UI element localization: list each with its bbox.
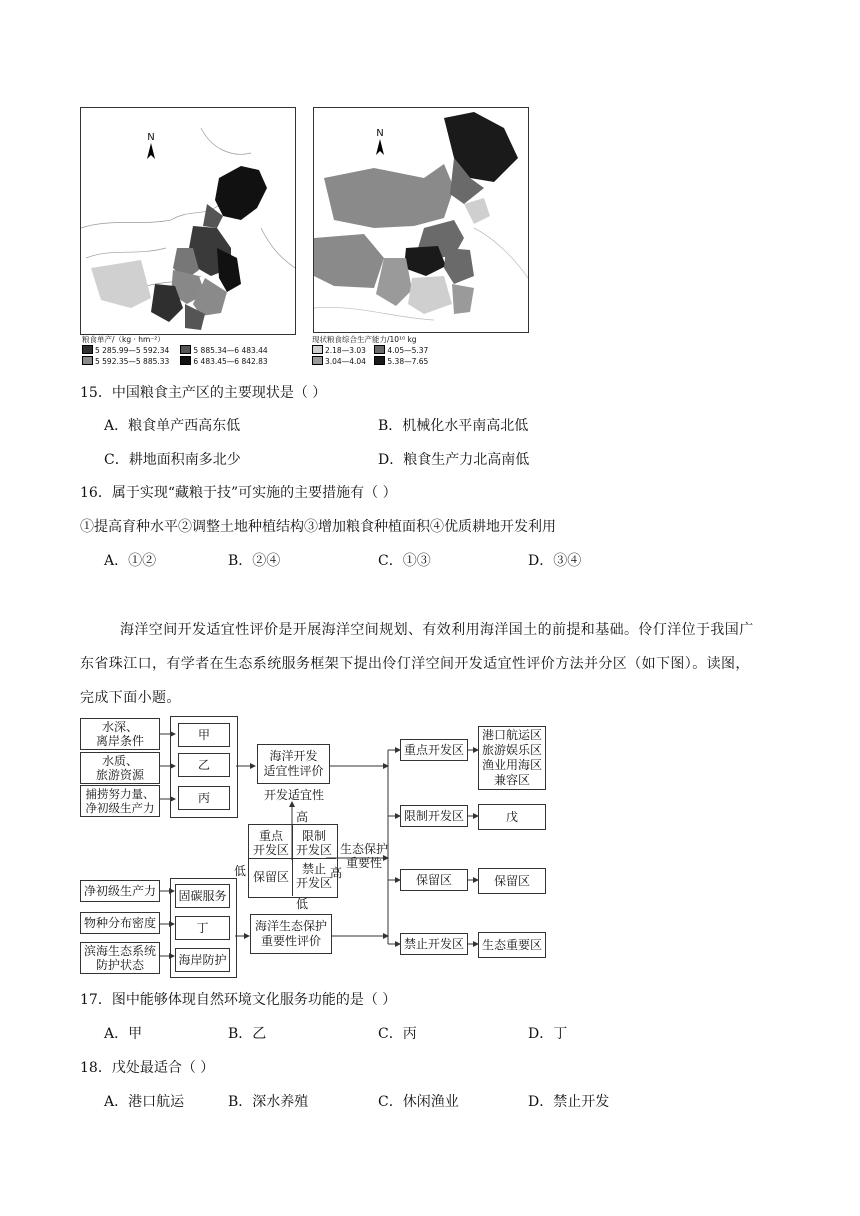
left-map-graphic — [81, 108, 295, 334]
right-legend-item: 5.38—7.65 — [374, 357, 428, 366]
result-reserve: 保留区 — [478, 868, 546, 894]
q15-option-c[interactable]: C．耕地面积南多北少 — [104, 452, 241, 468]
result-eco-important: 生态重要区 — [478, 932, 546, 958]
box-bing: 丙 — [178, 786, 230, 810]
right-map-legend — [312, 334, 532, 367]
label-eco-importance: 生态保护 重要性 — [339, 842, 388, 870]
q17-option-c[interactable]: C．丙 — [378, 1026, 417, 1042]
north-arrow-icon — [143, 132, 159, 162]
q16-option-b[interactable]: B．②④ — [228, 553, 281, 569]
right-legend-title: 现状粮食综合生产能力/10¹⁰ kg — [312, 335, 417, 344]
q15-stem: 15．中国粮食主产区的主要现状是（ ） — [80, 385, 327, 401]
north-arrow-shape — [146, 143, 156, 159]
label-high-right: 高 — [330, 866, 343, 880]
box-coastal-protection: 海岸防护 — [175, 948, 230, 972]
zone-limited-dev: 限制开发区 — [400, 805, 468, 827]
right-legend-item: 2.18—3.03 — [312, 345, 372, 356]
legend-swatch — [180, 356, 191, 365]
result-wu: 戊 — [478, 804, 546, 830]
result-key-dev: 港口航运区 旅游娱乐区 渔业用海区 兼容区 — [478, 726, 546, 790]
passage — [80, 613, 786, 715]
right-legend-item: 3.04—4.04 — [312, 356, 372, 367]
right-map — [313, 107, 529, 333]
box-ding: 丁 — [175, 916, 230, 940]
q17-option-a[interactable]: A．甲 — [104, 1026, 143, 1042]
input-depth: 水深、 离岸条件 — [80, 718, 160, 750]
legend-swatch — [312, 345, 323, 354]
q18-option-b[interactable]: B．深水养殖 — [228, 1094, 309, 1110]
passage-line: 东省珠江口，有学者在生态系统服务框架下提出伶仃洋空间开发适宜性评价方法并分区（如下图）。读图， — [80, 656, 750, 672]
right-legend-item: 4.05—5.37 — [374, 346, 428, 355]
legend-swatch — [180, 345, 191, 354]
input-coastal-eco: 滨海生态系统 防护状态 — [80, 942, 160, 974]
zone-prohibited: 禁止开发区 — [400, 933, 468, 955]
box-eco-eval: 海洋生态保护 重要性评价 — [250, 914, 332, 954]
label-low-bottom: 低 — [296, 897, 309, 911]
north-label: N — [376, 128, 384, 139]
legend-swatch — [82, 356, 93, 365]
input-fishing: 捕捞努力量、 净初级生产力 — [80, 785, 160, 817]
q18-option-c[interactable]: C．休闲渔业 — [378, 1094, 459, 1110]
q18-stem: 18．戊处最适合（ ） — [80, 1060, 215, 1076]
box-carbon: 固碳服务 — [175, 884, 230, 908]
matrix-divider — [248, 858, 336, 859]
q17-stem: 17．图中能够体现自然环境文化服务功能的是（ ） — [80, 992, 397, 1008]
q16-option-c[interactable]: C．①③ — [378, 553, 431, 569]
input-water-quality: 水质、 旅游资源 — [80, 752, 160, 784]
q16-items: ①提高育种水平②调整土地种植结构③增加粮食种植面积④优质耕地开发利用 — [80, 519, 556, 535]
left-map-legend — [82, 334, 302, 367]
input-species: 物种分布密度 — [80, 912, 160, 934]
legend-swatch — [374, 345, 385, 354]
label-dev-suitability: 开发适宜性 — [263, 788, 324, 802]
label-low-left: 低 — [234, 864, 247, 878]
right-map-graphic — [314, 108, 528, 332]
north-arrow-shape — [375, 139, 385, 155]
q18-option-d[interactable]: D．禁止开发 — [528, 1094, 610, 1110]
passage-line: 海洋空间开发适宜性评价是开展海洋空间规划、有效利用海洋国土的前提和基础。伶仃洋位于我国广 — [120, 622, 754, 638]
q16-stem: 16．属于实现“藏粮于技”可实施的主要措施有（ ） — [80, 485, 397, 501]
legend-swatch — [82, 345, 93, 354]
left-legend-item: 5 885.34—6 483.44 — [180, 346, 267, 355]
q15-option-b[interactable]: B．机械化水平南高北低 — [378, 418, 529, 434]
left-legend-item: 5 592.35—5 885.33 — [82, 356, 178, 367]
matrix-q1: 重点 开发区 — [252, 829, 289, 857]
box-yi: 乙 — [178, 753, 230, 777]
q18-option-a[interactable]: A．港口航运 — [104, 1094, 185, 1110]
zone-key-dev: 重点开发区 — [400, 739, 468, 761]
q15-option-a[interactable]: A．粮食单产西高东低 — [104, 418, 241, 434]
legend-swatch — [312, 356, 323, 365]
q17-option-d[interactable]: D．丁 — [528, 1026, 568, 1042]
legend-swatch — [374, 356, 385, 365]
box-jia: 甲 — [178, 723, 230, 747]
q16-option-a[interactable]: A．①② — [104, 553, 157, 569]
q15-option-d[interactable]: D．粮食生产力北高南低 — [378, 452, 530, 468]
north-arrow-icon — [372, 128, 388, 158]
matrix-q4: 禁止 开发区 — [295, 862, 332, 890]
flow-diagram — [80, 714, 550, 978]
passage-line: 完成下面小题。 — [80, 690, 181, 706]
left-legend-title: 粮食单产/（kg · hm⁻²） — [82, 335, 165, 344]
matrix-q2: 限制 开发区 — [295, 829, 332, 857]
left-legend-item: 5 285.99—5 592.34 — [82, 345, 178, 356]
north-label: N — [147, 132, 155, 143]
left-map — [80, 107, 296, 335]
q17-option-b[interactable]: B．乙 — [228, 1026, 267, 1042]
box-dev-eval: 海洋开发 适宜性评价 — [257, 744, 330, 784]
zone-reserve: 保留区 — [400, 869, 468, 891]
matrix-q3: 保留区 — [252, 870, 289, 884]
left-legend-item: 6 483.45—6 842.83 — [180, 357, 267, 366]
input-npp: 净初级生产力 — [80, 880, 160, 902]
label-high-top: 高 — [296, 810, 309, 824]
q16-option-d[interactable]: D．③④ — [528, 553, 582, 569]
